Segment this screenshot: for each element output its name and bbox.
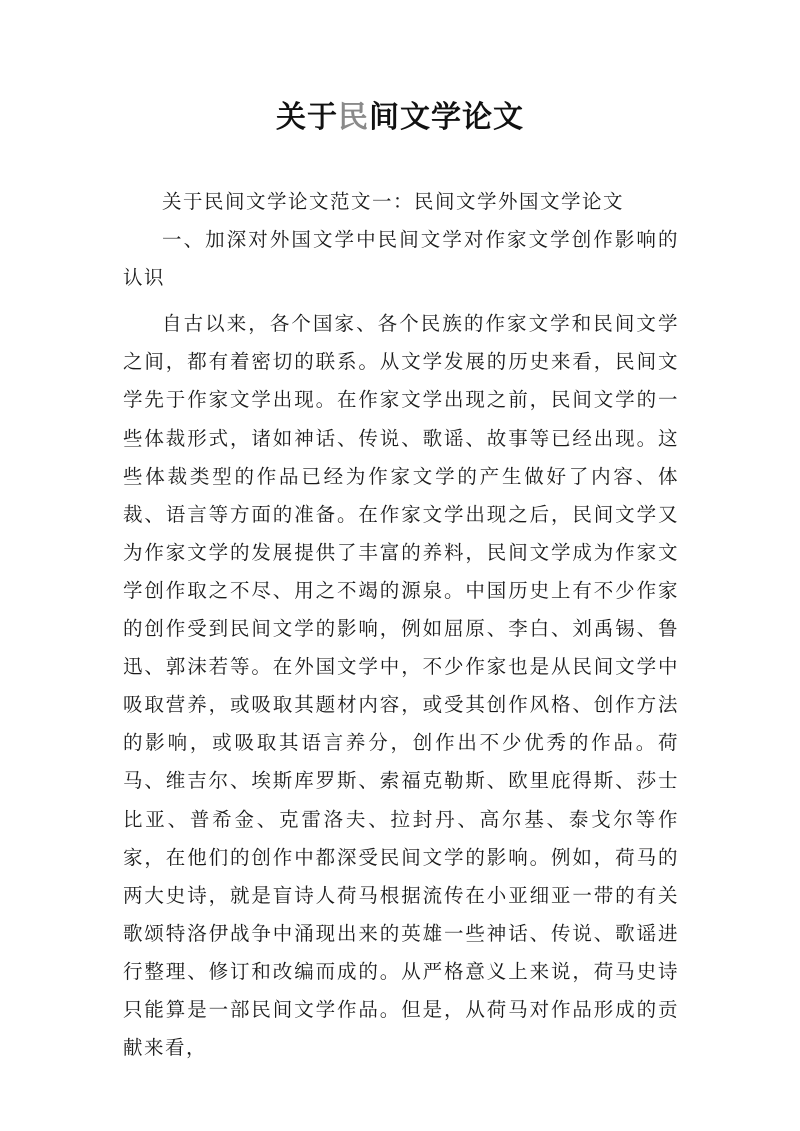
document-body <box>123 183 679 1067</box>
document-title <box>0 96 800 140</box>
body-paragraph: 自古以来，各个国家、各个民族的作家文学和民间文学之间，都有着密切的联系。从文学发展的历史来看，民间文学先于作家文学出现。在作家文学出现之前，民间文学的一些体裁形式，诸如神话、传说、歌谣、故事等已经出现。这些体裁类型的作品已经为作家文学的产生做好了内容、体裁、语言等方面的准备。在作家文学出现之后，民间文学又为作家文学的发展提供了丰富的养料，民间文学成为作家文学创作取之不尽、用之不竭的源泉。中国历史上有不少作家的创作受到民间文学的影响，例如屈原、李白、刘禹锡、鲁迅、郭沫若等。在外国文学中，不少作家也是从民间文学中吸取营养，或吸取其题材内容，或受其创作风格、创作方法的影响，或吸取其语言养分，创作出不少优秀的作品。荷马、维吉尔、埃斯库罗斯、索福克勒斯、欧里庇得斯、莎士比亚、普希金、克雷洛夫、拉封丹、高尔基、泰戈尔等作家，在他们的创作中都深受民间文学的影响。例如，荷马的两大史诗，就是盲诗人荷马根据流传在小亚细亚一带的有关歌颂特洛伊战争中涌现出来的英雄一些神话、传说、歌谣进行整理、修订和改编而成的。从严格意义上来说，荷马史诗只能算是一部民间文学作品。但是，从荷马对作品形成的贡献来看， <box>123 312 679 1060</box>
title-part-3: 间文学论文 <box>369 100 524 135</box>
title-part-2: 民 <box>338 100 369 135</box>
section-heading: 一、加深对外国文学中民间文学对作家文学创作影响的认识 <box>123 228 679 290</box>
subtitle-paragraph: 关于民间文学论文范文一：民间文学外国文学论文 <box>162 190 625 213</box>
title-part-1: 关于 <box>276 100 338 135</box>
